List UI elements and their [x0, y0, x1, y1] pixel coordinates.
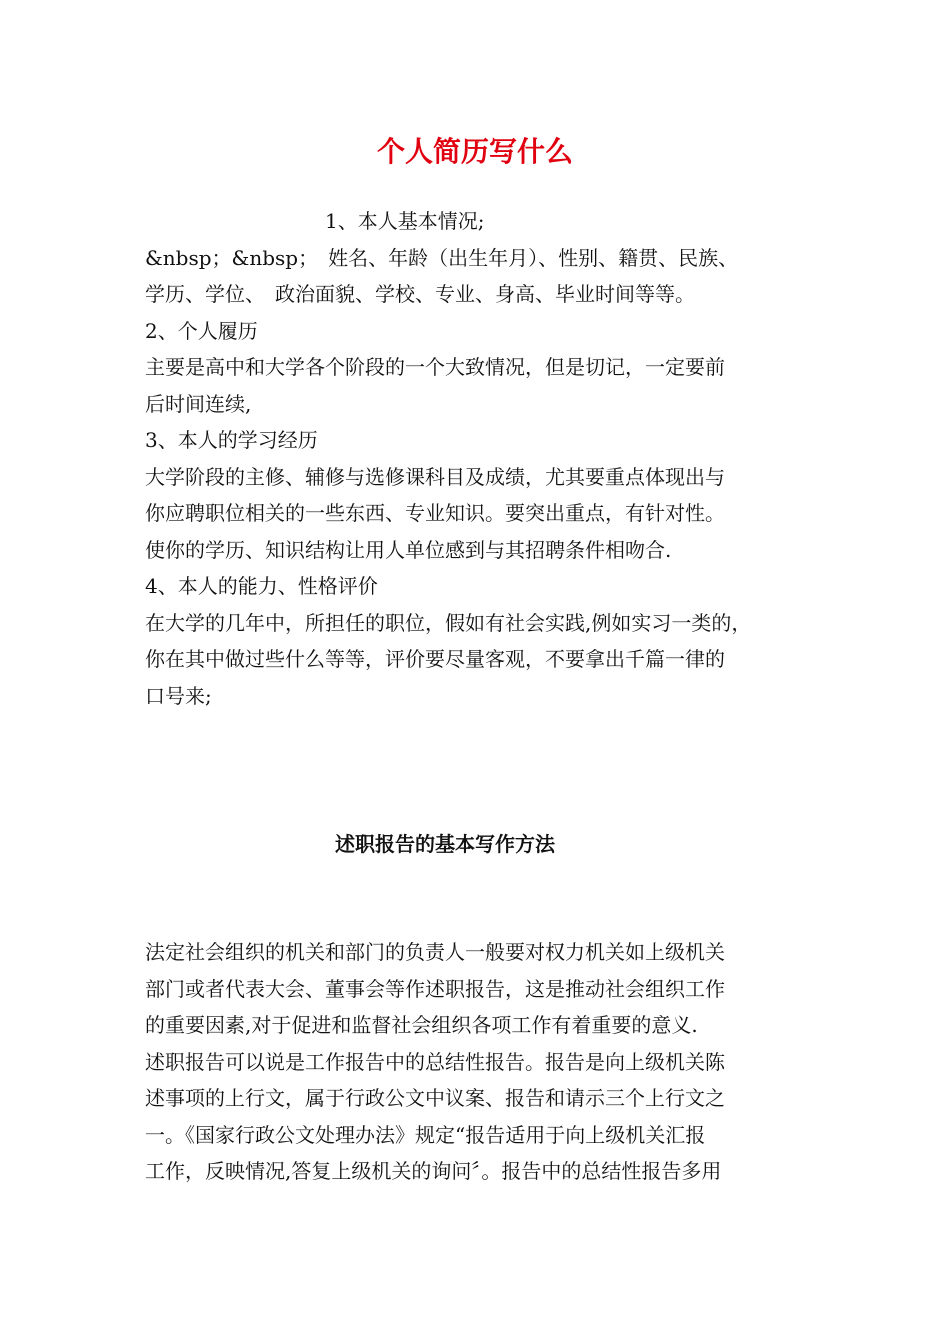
resume-section — [145, 203, 815, 714]
paragraph-line: 口号来; — [145, 683, 212, 708]
paragraph-line: 后时间连续, — [145, 391, 252, 416]
paragraph-line: 你在其中做过些什么等等，评价要尽量客观，不要拿出千篇一律的 — [145, 647, 725, 671]
paragraph-line: 4、本人的能力、性格评价 — [145, 574, 378, 598]
paragraph-line: 学历、学位、 政治面貌、学校、专业、身高、毕业时间等等。 — [145, 282, 695, 306]
paragraph-line: 部门或者代表大会、董事会等作述职报告，这是推动社会组织工作 — [145, 976, 725, 1001]
section-heading: 述职报告的基本写作方法 — [335, 832, 555, 856]
paragraph-line: &nbsp；&nbsp； 姓名、年龄（出生年月）、性别、籍贯、民族、 — [145, 245, 739, 270]
paragraph-line: 一。《国家行政公文处理办法》规定“报告适用于向上级机关汇报 — [145, 1122, 706, 1147]
paragraph-line: 述事项的上行文，属于行政公文中议案、报告和请示三个上行文之 — [145, 1086, 725, 1110]
paragraph-line: 大学阶段的主修、辅修与选修课科目及成绩，尤其要重点体现出与 — [145, 464, 725, 489]
paragraph-line: 主要是高中和大学各个阶段的一个大致情况，但是切记，一定要前 — [145, 355, 725, 379]
paragraph-line: 工作，反映情况,答复上级机关的询问〞。报告中的总结性报告多用 — [145, 1159, 722, 1183]
report-section — [145, 934, 815, 1190]
paragraph-line: 2、个人履历 — [145, 318, 258, 343]
paragraph-line: 1、本人基本情况; — [325, 209, 485, 233]
paragraph-line: 的重要因素,对于促进和监督社会组织各项工作有着重要的意义. — [145, 1013, 698, 1037]
paragraph-line: 3、本人的学习经历 — [145, 428, 318, 452]
paragraph-line: 在大学的几年中，所担任的职位，假如有社会实践,例如实习一类的， — [145, 610, 752, 635]
paragraph-line: 法定社会组织的机关和部门的负责人一般要对权力机关如上级机关 — [145, 940, 725, 964]
document-title: 个人简历写什么 — [376, 135, 573, 168]
paragraph-line: 你应聘职位相关的一些东西、专业知识。要突出重点，有针对性。 — [145, 501, 725, 525]
paragraph-line: 使你的学历、知识结构让用人单位感到与其招聘条件相吻合. — [145, 537, 672, 562]
paragraph-line: 述职报告可以说是工作报告中的总结性报告。报告是向上级机关陈 — [145, 1049, 725, 1074]
